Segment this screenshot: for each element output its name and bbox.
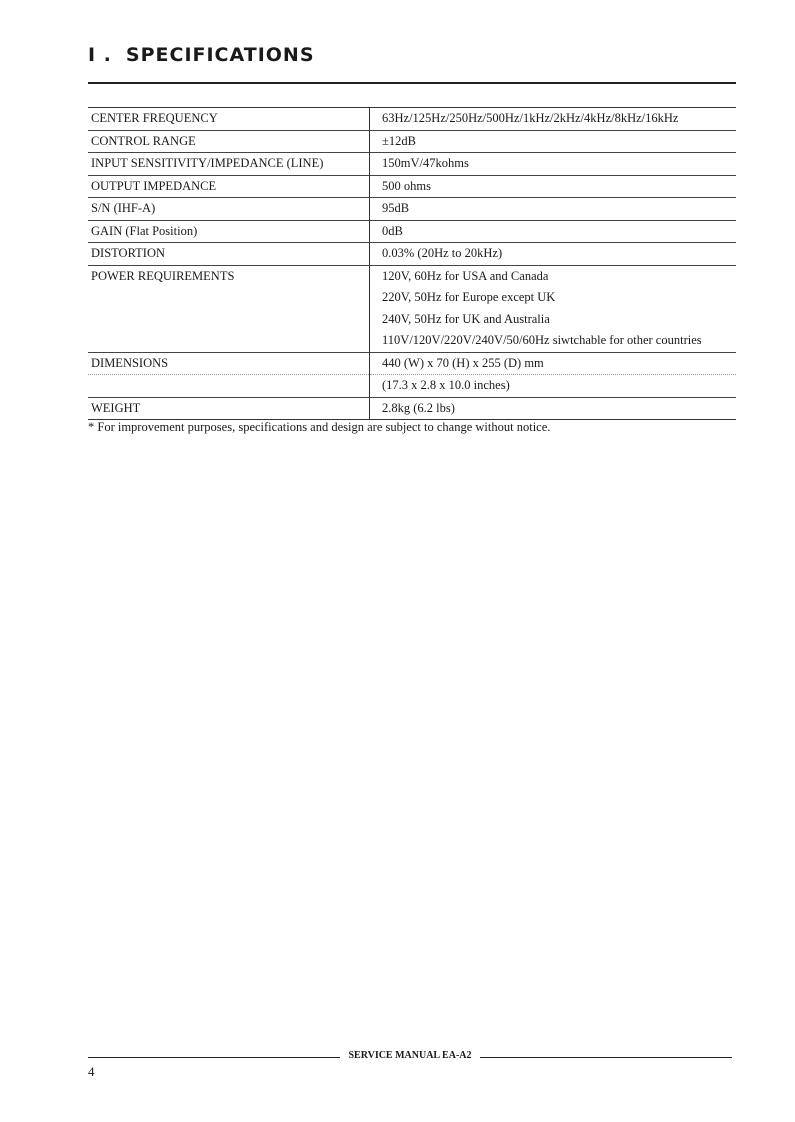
spec-row-continuation (88, 375, 736, 398)
spec-label: POWER REQUIREMENTS (88, 265, 370, 287)
footer-manual-title: SERVICE MANUAL EA-A2 (348, 1050, 472, 1061)
spec-label: DIMENSIONS (88, 352, 370, 375)
spec-row (88, 397, 736, 420)
spec-label: CENTER FREQUENCY (88, 108, 370, 131)
spec-row (88, 175, 736, 198)
specifications-table-body (88, 108, 736, 420)
spec-row-continuation (88, 287, 736, 309)
spec-row (88, 108, 736, 131)
spec-row-continuation (88, 309, 736, 331)
spec-value: 150mV/47kohms (382, 156, 469, 170)
section-heading (88, 44, 315, 66)
spec-value: 95dB (382, 201, 410, 215)
spec-label: WEIGHT (88, 397, 370, 420)
specifications-table (88, 107, 736, 420)
spec-row (88, 220, 736, 243)
section-number: I . (88, 44, 112, 66)
spec-label (88, 330, 370, 352)
footnote: * For improvement purposes, specifications and design are subject to change without notice. (88, 420, 551, 434)
spec-row (88, 243, 736, 266)
spec-label: S/N (IHF-A) (88, 198, 370, 221)
spec-label: OUTPUT IMPEDANCE (88, 175, 370, 198)
spec-row (88, 352, 736, 375)
section-title: SPECIFICATIONS (125, 44, 315, 66)
spec-label (88, 375, 370, 398)
spec-value: 110V/120V/220V/240V/50/60Hz siwtchable for other countries (382, 333, 702, 347)
spec-value: 0dB (382, 223, 403, 238)
spec-value: 120V, 60Hz for USA and Canada (382, 268, 549, 283)
spec-value: 0.03% (20Hz to 20kHz) (382, 246, 503, 260)
spec-label: DISTORTION (88, 243, 370, 266)
spec-row (88, 153, 736, 176)
spec-row (88, 265, 736, 287)
heading-divider (88, 82, 736, 84)
spec-label: INPUT SENSITIVITY/IMPEDANCE (LINE) (88, 153, 370, 176)
spec-value: 220V, 50Hz for Europe except UK (382, 290, 556, 304)
spec-row (88, 198, 736, 221)
spec-label (88, 309, 370, 331)
spec-row-continuation (88, 330, 736, 352)
spec-label (88, 287, 370, 309)
page-number: 4 (88, 1064, 95, 1079)
spec-row (88, 130, 736, 153)
spec-value: 63Hz/125Hz/250Hz/500Hz/1kHz/2kHz/4kHz/8kHz/16kHz (382, 111, 679, 125)
spec-label: CONTROL RANGE (88, 130, 370, 153)
spec-value: 500 ohms (382, 178, 431, 193)
footer-rule-left (88, 1057, 340, 1058)
footer-rule-right (480, 1057, 732, 1058)
spec-value: ±12dB (382, 133, 416, 148)
spec-value: 2.8kg (6.2 lbs) (382, 400, 455, 415)
spec-value: (17.3 x 2.8 x 10.0 inches) (382, 378, 510, 392)
spec-label: GAIN (Flat Position) (88, 220, 370, 243)
spec-value: 240V, 50Hz for UK and Australia (382, 311, 550, 326)
spec-value: 440 (W) x 70 (H) x 255 (D) mm (382, 355, 544, 370)
